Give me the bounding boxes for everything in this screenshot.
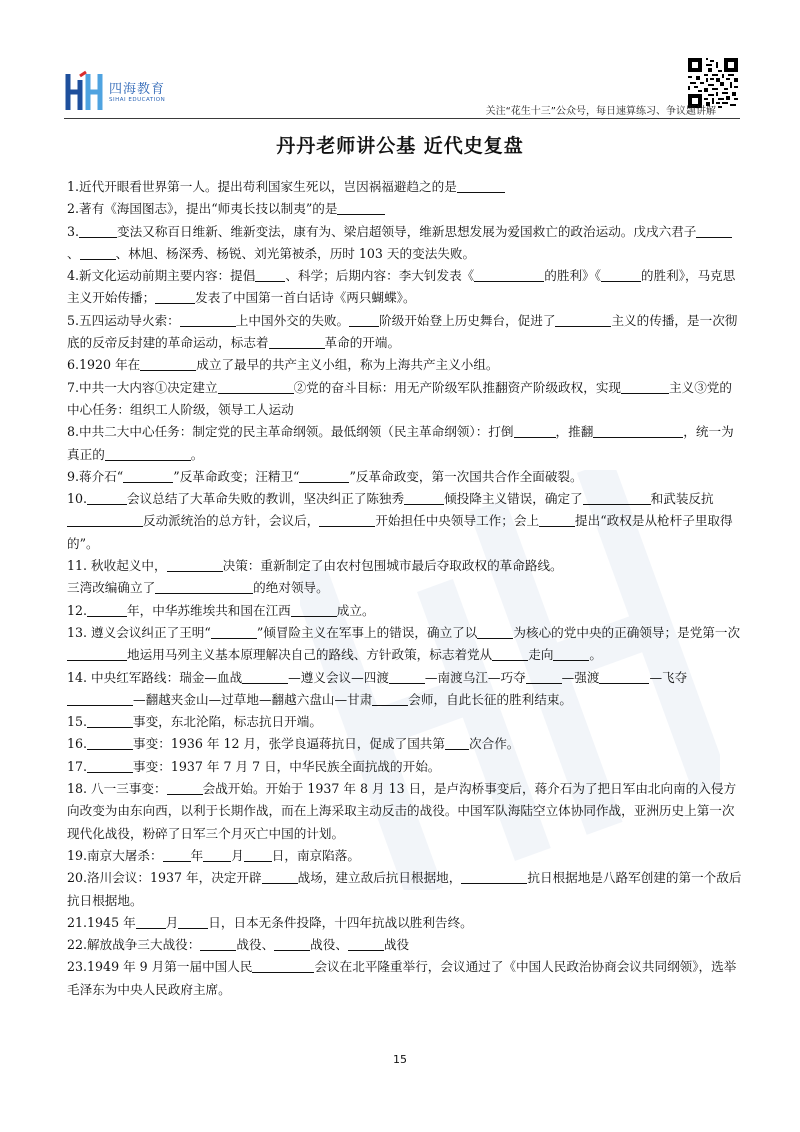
question-text: 、林旭、杨深秀、杨锐、刘光第被杀，历时 103 天的变法失败。 <box>115 245 476 261</box>
question-text: 抗日根据地是八路军创建的第一个敌后抗日根据地。 <box>67 870 742 908</box>
qr-code-icon <box>688 58 738 108</box>
question-text: 14. 中央红军路线：瑞金—血战 <box>67 669 243 685</box>
question-item <box>67 310 743 355</box>
question-text: 走向 <box>528 647 554 663</box>
question-text: 月 <box>231 847 244 863</box>
question-text: 18. 八一三事变： <box>67 781 167 797</box>
answer-blank[interactable] <box>155 289 195 304</box>
answer-blank[interactable] <box>80 245 116 260</box>
question-item <box>67 555 743 577</box>
question-item <box>67 466 743 488</box>
answer-blank[interactable] <box>87 758 133 773</box>
answer-blank[interactable] <box>87 713 133 728</box>
question-text: 主义的传播，是一次彻底的反帝反封建的革命运动，标志着 <box>67 312 738 351</box>
question-list <box>67 176 743 1001</box>
answer-blank[interactable] <box>262 869 298 884</box>
question-text: 战役 <box>383 937 410 953</box>
question-item <box>67 221 743 266</box>
question-text: 7.中共一大内容①决定建立 <box>67 379 218 395</box>
answer-blank[interactable] <box>203 847 231 862</box>
question-text: 会议总结了大革命失败的教训，坚决纠正了陈独秀 <box>127 491 405 507</box>
question-text: 倾投降主义错误，确定了 <box>444 491 583 507</box>
question-text: 20.洛川会议：1937 年，决定开辟 <box>67 870 262 886</box>
question-text: 事变：1936 年 12 月，张学良逼蒋抗日，促成了国共第 <box>133 736 445 752</box>
question-text: 。 <box>589 647 602 663</box>
answer-blank[interactable] <box>348 936 384 951</box>
answer-blank[interactable] <box>67 691 133 706</box>
answer-blank[interactable] <box>274 936 310 951</box>
question-text: 反动派统治的总方针，会议后， <box>143 513 320 529</box>
question-text: 事变，东北沦陷，标志抗日开端。 <box>133 714 322 730</box>
question-text: 主义③党的中心任务：组织工人阶级，领导工人运动 <box>67 379 732 417</box>
answer-blank[interactable] <box>349 312 379 327</box>
question-text: 21.1945 年 <box>67 914 136 930</box>
question-item <box>67 756 743 778</box>
question-text: 会战开始。开始于 1937 年 8 月 13 日，是卢沟桥事变后，蒋介石为了把日军由北向南的入侵方向改变为由东向西，以利于长期作战，而在上海采取主动反击的战役。中国军队海陆空立体协同作战，亚洲历史上第一次现代化战役，粉碎了日军三个月灭亡中国的计划。 <box>67 781 737 841</box>
question-text: 上中国外交的失败。 <box>235 312 350 328</box>
question-item <box>67 912 743 934</box>
answer-blank[interactable] <box>167 557 223 572</box>
question-text: 提出“政权是从枪杆子里取得的”。 <box>67 513 733 551</box>
logo-subtitle: SIHAI EDUCATION <box>109 97 166 103</box>
question-text: 事变：1937 年 7 月 7 日，中华民族全面抗战的开始。 <box>133 758 441 774</box>
question-text: 、科学；后期内容：李大钊发表《 <box>285 268 475 284</box>
question-text: 为核心的党中央的正确领导；是党第一次 <box>513 624 741 640</box>
answer-blank[interactable] <box>337 200 385 215</box>
question-text: 。 <box>190 446 204 462</box>
page-title: 丹丹老师讲公基 近代史复盘 <box>276 135 524 157</box>
question-text: 会议在北平隆重举行，会议通过了《中国人民政治协商会议共同纲领》，选举毛泽东为中央人民政府主席。 <box>67 959 737 997</box>
question-text: 的胜利》，马克思主义开始传播； <box>67 268 736 306</box>
question-text: ”倾冒险主义在军事上的错误，确立了以 <box>256 624 478 640</box>
question-item <box>67 845 743 867</box>
promo-text: 关注“花生十三”公众号，每日速算练习、争议题讲解 <box>485 106 716 117</box>
question-text: —南渡乌江—巧夺 <box>424 669 526 685</box>
question-text: 、 <box>67 245 80 261</box>
answer-blank[interactable] <box>155 579 253 594</box>
question-item <box>67 956 743 1001</box>
question-item <box>67 377 743 422</box>
answer-blank[interactable] <box>67 512 143 527</box>
page-header <box>0 0 800 122</box>
question-text: 成立了最早的共产主义小组，称为上海共产主义小组。 <box>196 357 499 373</box>
question-text: 23.1949 年 9 月第一届中国人民 <box>67 959 253 975</box>
answer-blank[interactable] <box>87 490 127 505</box>
question-text: ”反革命政变；汪精卫“ <box>173 468 300 484</box>
question-text: 开始担任中央领导工作；会上 <box>375 513 540 529</box>
answer-blank[interactable] <box>244 847 272 862</box>
answer-blank[interactable] <box>218 379 294 394</box>
answer-blank[interactable] <box>167 780 203 795</box>
answer-blank[interactable] <box>255 267 285 282</box>
question-item <box>67 600 743 622</box>
question-text: 11. 秋收起义中， <box>67 558 167 574</box>
answer-blank[interactable] <box>87 735 133 750</box>
answer-blank[interactable] <box>200 936 236 951</box>
answer-blank[interactable] <box>599 669 649 684</box>
logo-mark-icon <box>64 70 104 114</box>
question-text: 22.解放战争三大战役： <box>67 937 201 953</box>
question-text: 战役、 <box>236 937 275 953</box>
question-item <box>67 198 743 220</box>
question-text: 10. <box>67 491 88 507</box>
answer-blank[interactable] <box>372 691 408 706</box>
answer-blank[interactable] <box>461 869 527 884</box>
question-text: 5.五四运动导火索： <box>67 312 180 328</box>
answer-blank[interactable] <box>477 624 513 639</box>
answer-blank[interactable] <box>123 468 173 483</box>
question-text: 会师，自此长征的胜利结束。 <box>408 691 572 707</box>
answer-blank[interactable] <box>696 223 732 238</box>
answer-blank[interactable] <box>87 602 127 617</box>
logo-name: 四海教育 <box>109 82 166 97</box>
answer-blank[interactable] <box>389 669 425 684</box>
answer-blank[interactable] <box>474 267 544 282</box>
question-item <box>67 577 743 599</box>
answer-blank[interactable] <box>140 356 196 371</box>
question-item <box>67 622 743 667</box>
question-text: 决策：重新制定了由农村包围城市最后夺取政权的革命路线。 <box>222 558 563 574</box>
answer-blank[interactable] <box>457 178 505 193</box>
question-text: 3. <box>67 223 80 239</box>
answer-blank[interactable] <box>621 379 669 394</box>
question-text: —强渡 <box>561 669 600 685</box>
question-item <box>67 934 743 956</box>
answer-blank[interactable] <box>105 446 191 461</box>
question-text: 日，南京陷落。 <box>271 847 360 863</box>
answer-blank[interactable] <box>514 423 556 438</box>
answer-blank[interactable] <box>299 468 349 483</box>
answer-blank[interactable] <box>539 512 575 527</box>
answer-blank[interactable] <box>555 312 611 327</box>
question-text: 年，中华苏维埃共和国在江西 <box>127 602 291 618</box>
question-text: 日，日本无条件投降，十四年抗战以胜利告终。 <box>208 914 473 930</box>
answer-blank[interactable] <box>601 267 641 282</box>
question-text: 三湾改编确立了 <box>67 580 156 596</box>
answer-blank[interactable] <box>67 646 127 661</box>
answer-blank[interactable] <box>136 914 166 929</box>
question-item <box>67 421 743 466</box>
question-text: 年 <box>190 847 204 863</box>
question-text: ，统一为真正的 <box>67 424 734 462</box>
question-text: 变法又称百日维新、维新变法，康有为、梁启超领导，维新思想发展为爱国救亡的政治运动。戊戌六君子 <box>117 223 697 239</box>
question-text: 9.蒋介石“ <box>67 468 124 484</box>
question-item <box>67 265 743 310</box>
answer-blank[interactable] <box>593 423 683 438</box>
question-text: 战场，建立敌后抗日根据地， <box>297 870 462 886</box>
question-text: —飞夺 <box>649 669 688 685</box>
question-item <box>67 488 743 555</box>
question-text: 地运用马列主义基本原理解决自己的路线、方针政策，标志着党从 <box>127 647 493 663</box>
question-text: ，推翻 <box>555 424 594 440</box>
answer-blank[interactable] <box>178 914 208 929</box>
question-text: 13. 遵义会议纠正了王明“ <box>67 624 211 640</box>
answer-blank[interactable] <box>211 624 257 639</box>
answer-blank[interactable] <box>291 602 337 617</box>
question-item <box>67 711 743 733</box>
question-text: 19.南京大屠杀： <box>67 847 163 863</box>
answer-blank[interactable] <box>553 646 589 661</box>
question-text: 的胜利》《 <box>544 268 601 284</box>
question-text: 4.新文化运动前期主要内容：提倡 <box>67 268 256 284</box>
question-text: 战役、 <box>310 937 348 953</box>
question-item <box>67 733 743 755</box>
answer-blank[interactable] <box>404 490 444 505</box>
question-text: 阶级开始登上历史舞台，促进了 <box>379 312 556 328</box>
answer-blank[interactable] <box>79 223 117 238</box>
question-text: 革命的开端。 <box>324 335 401 351</box>
question-item <box>67 867 743 912</box>
question-text: ”反革命政变，第一次国共合作全面破裂。 <box>349 468 583 484</box>
question-text: 月 <box>165 914 179 930</box>
question-item <box>67 778 743 845</box>
question-text: ②党的奋斗目标：用无产阶级军队推翻资产阶级政权，实现 <box>293 379 621 395</box>
page-number: 15 <box>393 1053 407 1066</box>
question-text: 2.著有《海国图志》，提出“师夷长技以制夷”的是 <box>67 201 338 217</box>
answer-blank[interactable] <box>180 312 236 327</box>
question-text: 17. <box>67 758 88 774</box>
answer-blank[interactable] <box>492 646 528 661</box>
question-item <box>67 354 743 376</box>
question-text: —遵义会议—四渡 <box>288 669 389 685</box>
question-text: 1.近代开眼看世界第一人。提出苟利国家生死以，岂因祸福避趋之的是 <box>67 179 457 194</box>
question-text: 15. <box>67 714 88 730</box>
question-text: 16. <box>67 736 88 752</box>
question-item <box>67 667 743 712</box>
question-text: 次合作。 <box>469 736 520 752</box>
question-text: 的绝对领导。 <box>253 580 329 596</box>
answer-blank[interactable] <box>526 669 562 684</box>
question-text: 6.1920 年在 <box>67 357 141 373</box>
answer-blank[interactable] <box>269 334 325 349</box>
answer-blank[interactable] <box>445 735 469 750</box>
answer-blank[interactable] <box>242 669 288 684</box>
question-text: 和武装反抗 <box>650 491 714 507</box>
question-text: 8.中共二大中心任务：制定党的民主革命纲领。最低纲领（民主革命纲领）：打倒 <box>67 424 514 440</box>
question-text: —翻越夹金山—过草地—翻越六盘山—甘肃 <box>133 691 373 707</box>
header-divider <box>64 118 740 119</box>
answer-blank[interactable] <box>319 512 375 527</box>
question-text: 成立。 <box>336 602 375 618</box>
question-text: 发表了中国第一首白话诗《两只蝴蝶》。 <box>195 290 416 306</box>
answer-blank[interactable] <box>583 490 651 505</box>
question-text: 12. <box>67 602 88 618</box>
answer-blank[interactable] <box>163 847 191 862</box>
answer-blank[interactable] <box>252 958 314 973</box>
question-item <box>67 176 743 198</box>
logo <box>64 70 184 114</box>
